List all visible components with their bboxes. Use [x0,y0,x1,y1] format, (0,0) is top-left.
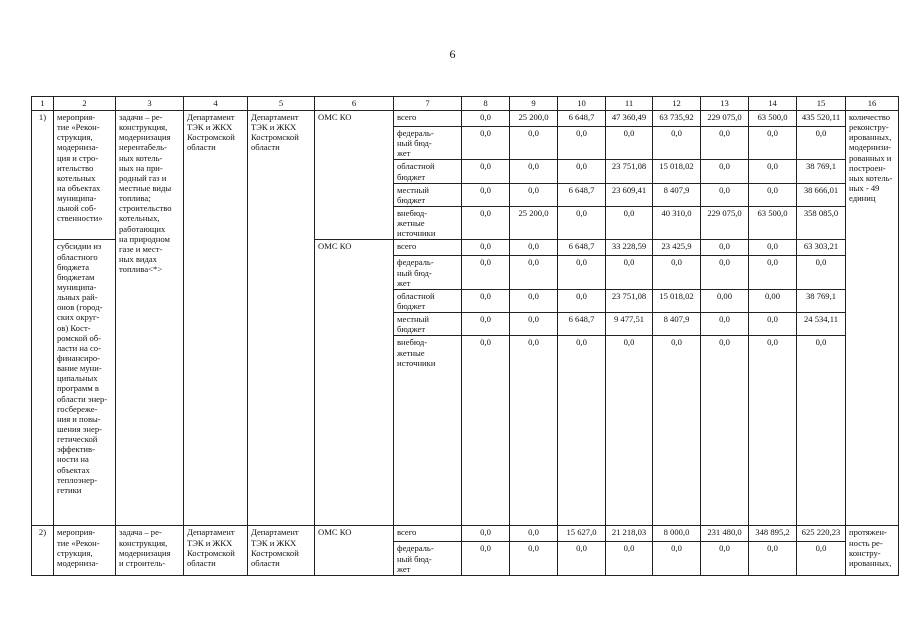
row-number: 1) [32,111,54,526]
funding-source: федераль- ный бюд- жет [394,256,462,289]
row-number: 2) [32,526,54,575]
column-number: 7 [394,97,462,111]
amount-cell: 0,0 [749,240,797,256]
amount-cell: 8 407,9 [653,183,701,206]
funding-source: федераль- ный бюд- жет [394,542,462,575]
funding-source: всего [394,526,462,542]
amount-cell: 63 735,92 [653,111,701,127]
department-responsible: Департамент ТЭК и ЖКХ Костромской области [184,526,248,575]
funding-source: местный бюджет [394,313,462,336]
amount-cell: 0,0 [653,256,701,289]
amount-cell: 6 648,7 [558,111,606,127]
amount-cell: 0,0 [606,256,653,289]
event-name: субсидии из областного бюджета бюджетам муниципа- льных рай- онов (город- ских округ- ов) Кост- ромской об- ласти на со- финансиро- вание муни- ципальных программ в области энер- госбереже- ния и повы- шения энер- гетической эффектив- ности на объектах теплоэнер- гетики [54,240,116,526]
amount-cell: 23 751,08 [606,160,653,183]
funding-source: областной бюджет [394,289,462,312]
column-number: 4 [184,97,248,111]
amount-cell: 0,0 [510,289,558,312]
amount-cell: 0,0 [462,240,510,256]
amount-cell: 0,0 [510,127,558,160]
amount-cell: 0,0 [462,289,510,312]
amount-cell: 0,0 [606,542,653,575]
amount-cell: 0,0 [606,336,653,526]
amount-cell: 0,0 [462,526,510,542]
amount-cell: 0,0 [462,256,510,289]
amount-cell: 0,0 [701,542,749,575]
amount-cell: 0,0 [462,336,510,526]
amount-cell: 0,0 [749,336,797,526]
amount-cell: 0,0 [558,336,606,526]
amount-cell: 0,0 [462,206,510,239]
amount-cell: 0,0 [510,256,558,289]
executor: ОМС КО [315,111,394,240]
column-number: 6 [315,97,394,111]
amount-cell: 8 000,0 [653,526,701,542]
column-number: 12 [653,97,701,111]
page-number: 6 [449,47,456,61]
amount-cell: 0,0 [510,240,558,256]
target-indicator: протяжен- ность ре- констру- ированных, [846,526,899,575]
budget-table [31,96,899,576]
table-row [32,111,899,127]
event-name: мероприя- тие «Рекон- струкция, модерниза- ция и стро- ительство котельных на объектах муниципа- льной соб- ственности» [54,111,116,240]
amount-cell: 8 407,9 [653,313,701,336]
amount-cell: 0,0 [462,111,510,127]
funding-source: внебюд- жетные источники [394,206,462,239]
amount-cell: 229 075,0 [701,111,749,127]
amount-cell: 0,0 [653,127,701,160]
amount-cell: 0,0 [510,183,558,206]
funding-source: всего [394,240,462,256]
amount-cell: 0,0 [510,160,558,183]
amount-cell: 0,0 [462,160,510,183]
amount-cell: 9 477,51 [606,313,653,336]
funding-source: всего [394,111,462,127]
funding-source: местный бюджет [394,183,462,206]
amount-cell: 0,0 [462,127,510,160]
amount-cell: 0,00 [749,289,797,312]
amount-cell: 0,0 [701,160,749,183]
column-number: 1 [32,97,54,111]
amount-cell: 63 303,21 [797,240,846,256]
executor: ОМС КО [315,240,394,526]
column-number: 5 [248,97,315,111]
amount-cell: 0,0 [701,313,749,336]
amount-cell: 63 500,0 [749,111,797,127]
amount-cell: 0,0 [797,336,846,526]
amount-cell: 0,0 [653,542,701,575]
amount-cell: 0,0 [797,542,846,575]
column-number: 16 [846,97,899,111]
column-number: 13 [701,97,749,111]
amount-cell: 0,0 [558,160,606,183]
amount-cell: 6 648,7 [558,240,606,256]
amount-cell: 0,0 [462,183,510,206]
amount-cell: 6 648,7 [558,313,606,336]
column-number: 3 [116,97,184,111]
amount-cell: 40 310,0 [653,206,701,239]
amount-cell: 0,0 [510,526,558,542]
target-indicator: количество реконстру- ированных, модернизи- рованных и построен- ных котель- ных - 49 единиц [846,111,899,526]
header-row [32,97,899,111]
amount-cell: 0,0 [653,336,701,526]
amount-cell: 0,0 [462,313,510,336]
amount-cell: 0,0 [606,127,653,160]
amount-cell: 0,0 [749,542,797,575]
amount-cell: 435 520,11 [797,111,846,127]
amount-cell: 33 228,59 [606,240,653,256]
department-coordinator: Департамент ТЭК и ЖКХ Костромской области [248,526,315,575]
amount-cell: 0,0 [701,240,749,256]
amount-cell: 0,0 [558,127,606,160]
amount-cell: 0,0 [558,542,606,575]
department-coordinator: Департамент ТЭК и ЖКХ Костромской области [248,111,315,526]
column-number: 9 [510,97,558,111]
task-description: задача – ре- конструкция, модернизация и строитель- [116,526,184,575]
amount-cell: 348 895,2 [749,526,797,542]
amount-cell: 0,0 [749,183,797,206]
column-number: 8 [462,97,510,111]
amount-cell: 0,0 [797,127,846,160]
funding-source: внебюд- жетные источники [394,336,462,526]
amount-cell: 25 200,0 [510,111,558,127]
amount-cell: 47 360,49 [606,111,653,127]
amount-cell: 38 666,01 [797,183,846,206]
column-number: 15 [797,97,846,111]
amount-cell: 0,0 [749,160,797,183]
amount-cell: 0,0 [797,256,846,289]
task-description: задачи – ре- конструкция, модернизация нерентабель- ных котель- ных на при- родный газ и местные виды топлива; строительство котельных, работающих на природном газе и мест- ных видах топлива<*> [116,111,184,526]
amount-cell: 0,0 [701,336,749,526]
amount-cell: 23 425,9 [653,240,701,256]
amount-cell: 15 018,02 [653,160,701,183]
amount-cell: 21 218,03 [606,526,653,542]
amount-cell: 0,0 [510,336,558,526]
amount-cell: 0,0 [749,313,797,336]
amount-cell: 358 085,0 [797,206,846,239]
amount-cell: 23 609,41 [606,183,653,206]
amount-cell: 625 220,23 [797,526,846,542]
amount-cell: 38 769,1 [797,289,846,312]
amount-cell: 231 480,0 [701,526,749,542]
amount-cell: 0,0 [558,206,606,239]
amount-cell: 0,0 [606,206,653,239]
amount-cell: 0,0 [462,542,510,575]
amount-cell: 15 627,0 [558,526,606,542]
amount-cell: 0,0 [558,256,606,289]
amount-cell: 0,0 [701,183,749,206]
amount-cell: 0,0 [701,127,749,160]
amount-cell: 24 534,11 [797,313,846,336]
executor: ОМС КО [315,526,394,575]
amount-cell: 15 018,02 [653,289,701,312]
column-number: 14 [749,97,797,111]
funding-source: областной бюджет [394,160,462,183]
amount-cell: 38 769,1 [797,160,846,183]
amount-cell: 229 075,0 [701,206,749,239]
amount-cell: 0,0 [510,542,558,575]
amount-cell: 23 751,08 [606,289,653,312]
amount-cell: 25 200,0 [510,206,558,239]
amount-cell: 0,00 [701,289,749,312]
amount-cell: 0,0 [749,127,797,160]
amount-cell: 0,0 [701,256,749,289]
column-number: 11 [606,97,653,111]
amount-cell: 63 500,0 [749,206,797,239]
column-number: 10 [558,97,606,111]
table-row [32,526,899,542]
amount-cell: 6 648,7 [558,183,606,206]
event-name: мероприя- тие «Рекон- струкция, модерниза- [54,526,116,575]
amount-cell: 0,0 [510,313,558,336]
column-number: 2 [54,97,116,111]
department-responsible: Департамент ТЭК и ЖКХ Костромской области [184,111,248,526]
amount-cell: 0,0 [749,256,797,289]
amount-cell: 0,0 [558,289,606,312]
funding-source: федераль- ный бюд- жет [394,127,462,160]
